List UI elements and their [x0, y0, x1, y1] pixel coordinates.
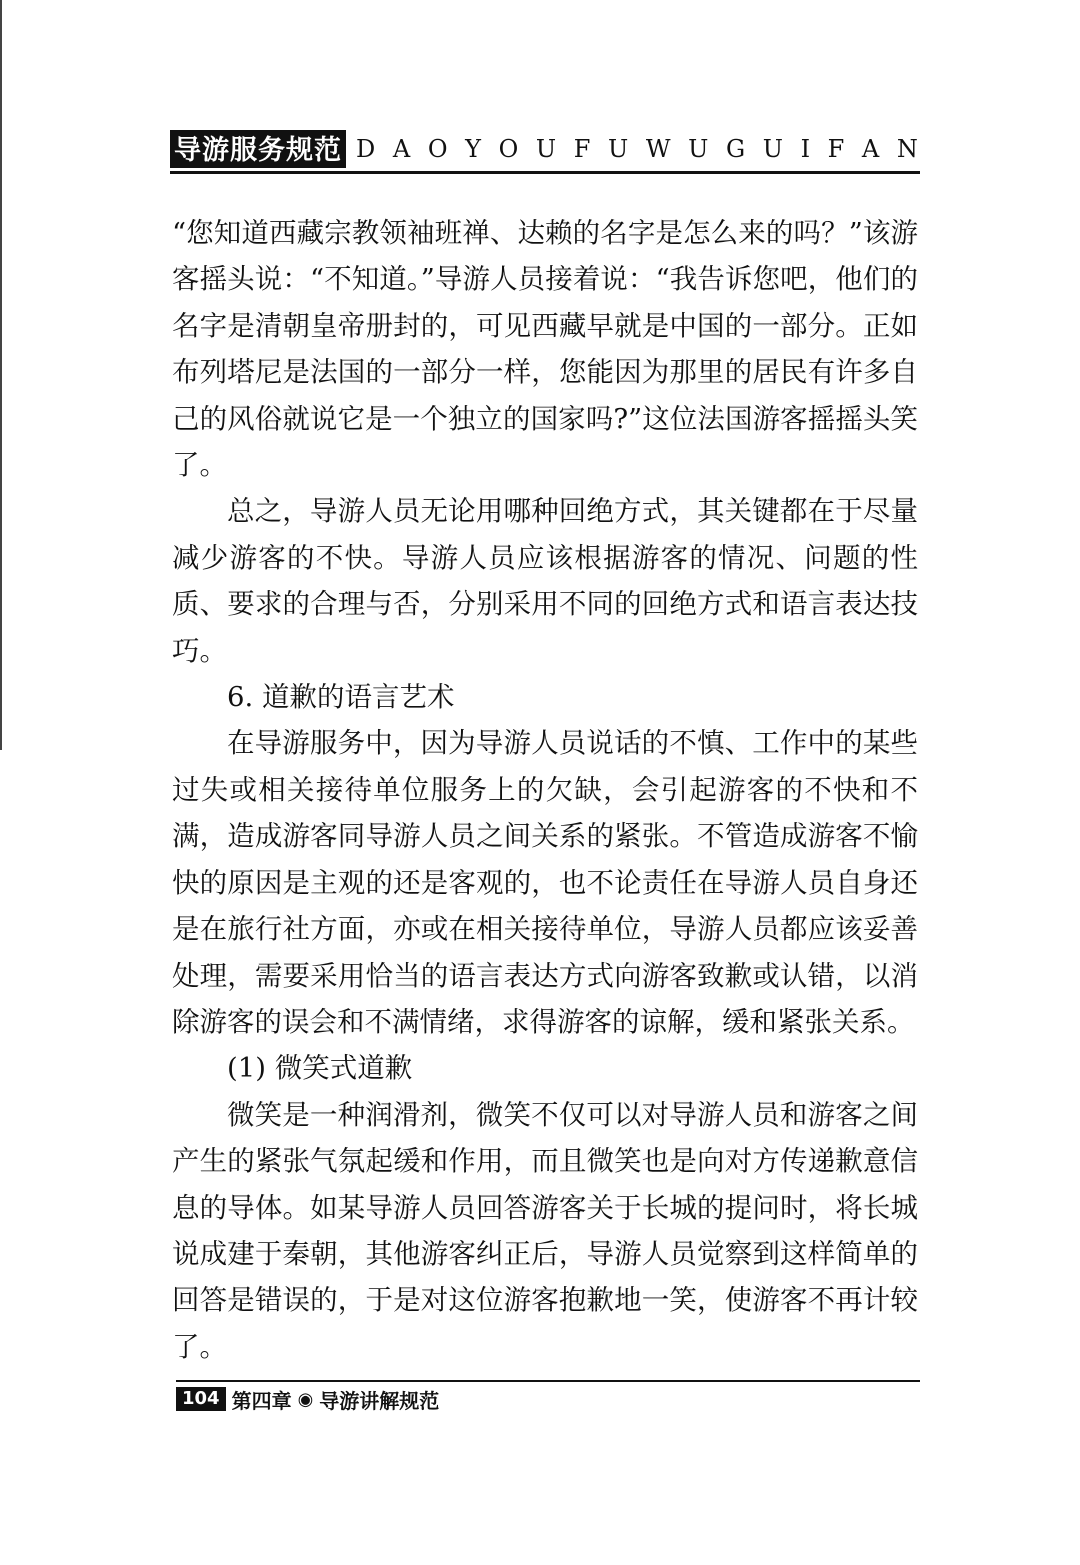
paragraph-quote-continuation: “您知道西藏宗教领袖班禅、达赖的名字是怎么来的吗？”该游客摇头说：“不知道。”导游人员接着说：“我告诉您吧，他们的名字是清朝皇帝册封的，可见西藏早就是中国的一部分。正如布列塔尼是法国的一部分一样，您能因为那里的居民有许多自己的风俗就说它是一个独立的国家吗?”这位法国游客摇摇头笑了。 — [172, 217, 918, 482]
pinyin-letter: U — [762, 135, 783, 163]
pinyin-letter: N — [896, 135, 918, 163]
page-body — [172, 210, 918, 1370]
book-title-label: 导游服务规范 — [170, 130, 346, 168]
running-header — [170, 127, 920, 174]
pinyin-letter: D — [356, 135, 376, 163]
footer-chapter-label: 第四章 — [231, 1388, 292, 1413]
paragraph-smile-apology: 微笑是一种润滑剂，微笑不仅可以对导游人员和游客之间产生的紧张气氛起缓和作用，而且微笑也是向对方传递歉意信息的导体。如某导游人员回答游客关于长城的提问时，将长城说成建于秦朝，其他游客纠正后，导游人员觉察到这样简单的回答是错误的，于是对这位游客抱歉地一笑，使游客不再计较了。 — [172, 1098, 918, 1363]
pinyin-letter: O — [498, 135, 519, 163]
pinyin-letter: W — [645, 135, 671, 163]
pinyin-letter: Y — [465, 135, 481, 163]
pinyin-letter: G — [725, 135, 746, 163]
pinyin-letter: I — [800, 135, 811, 163]
page-number: 104 — [176, 1387, 226, 1411]
running-footer — [176, 1380, 920, 1412]
pinyin-letter: F — [573, 135, 591, 163]
pinyin-letter: F — [827, 135, 845, 163]
pinyin-letter: A — [392, 135, 411, 163]
pinyin-letter: U — [688, 135, 709, 163]
page-margin-line — [0, 0, 2, 750]
bullet-icon: ◉ — [297, 1388, 314, 1410]
paragraph-apology-intro: 在导游服务中，因为导游人员说话的不慎、工作中的某些过失或相关接待单位服务上的欠缺，会引起游客的不快和不满，造成游客同导游人员之间关系的紧张。不管造成游客不愉快的原因是主观的还是客观的，也不论责任在导游人员自身还是在旅行社方面，亦或在相关接待单位，导游人员都应该妥善处理，需要采用恰当的语言表达方式向游客致歉或认错，以消除游客的误会和不满情绪，求得游客的谅解，缓和紧张关系。 — [172, 727, 918, 1038]
footer-section-label: 导游讲解规范 — [319, 1388, 440, 1413]
pinyin-letter: O — [427, 135, 448, 163]
pinyin-letter: U — [535, 135, 557, 163]
pinyin-letter: A — [861, 135, 880, 163]
paragraph-summary: 总之，导游人员无论用哪种回绝方式，其关键都在于尽量减少游客的不快。导游人员应该根据游客的情况、问题的性质、要求的合理与否，分别采用不同的回绝方式和语言表达技巧。 — [172, 495, 918, 667]
pinyin-letter: U — [607, 135, 629, 163]
subsection-heading-smile-apology: (1) 微笑式道歉 — [227, 1052, 413, 1085]
book-title-pinyin — [346, 130, 920, 168]
section-heading-apology: 6. 道歉的语言艺术 — [227, 681, 455, 714]
